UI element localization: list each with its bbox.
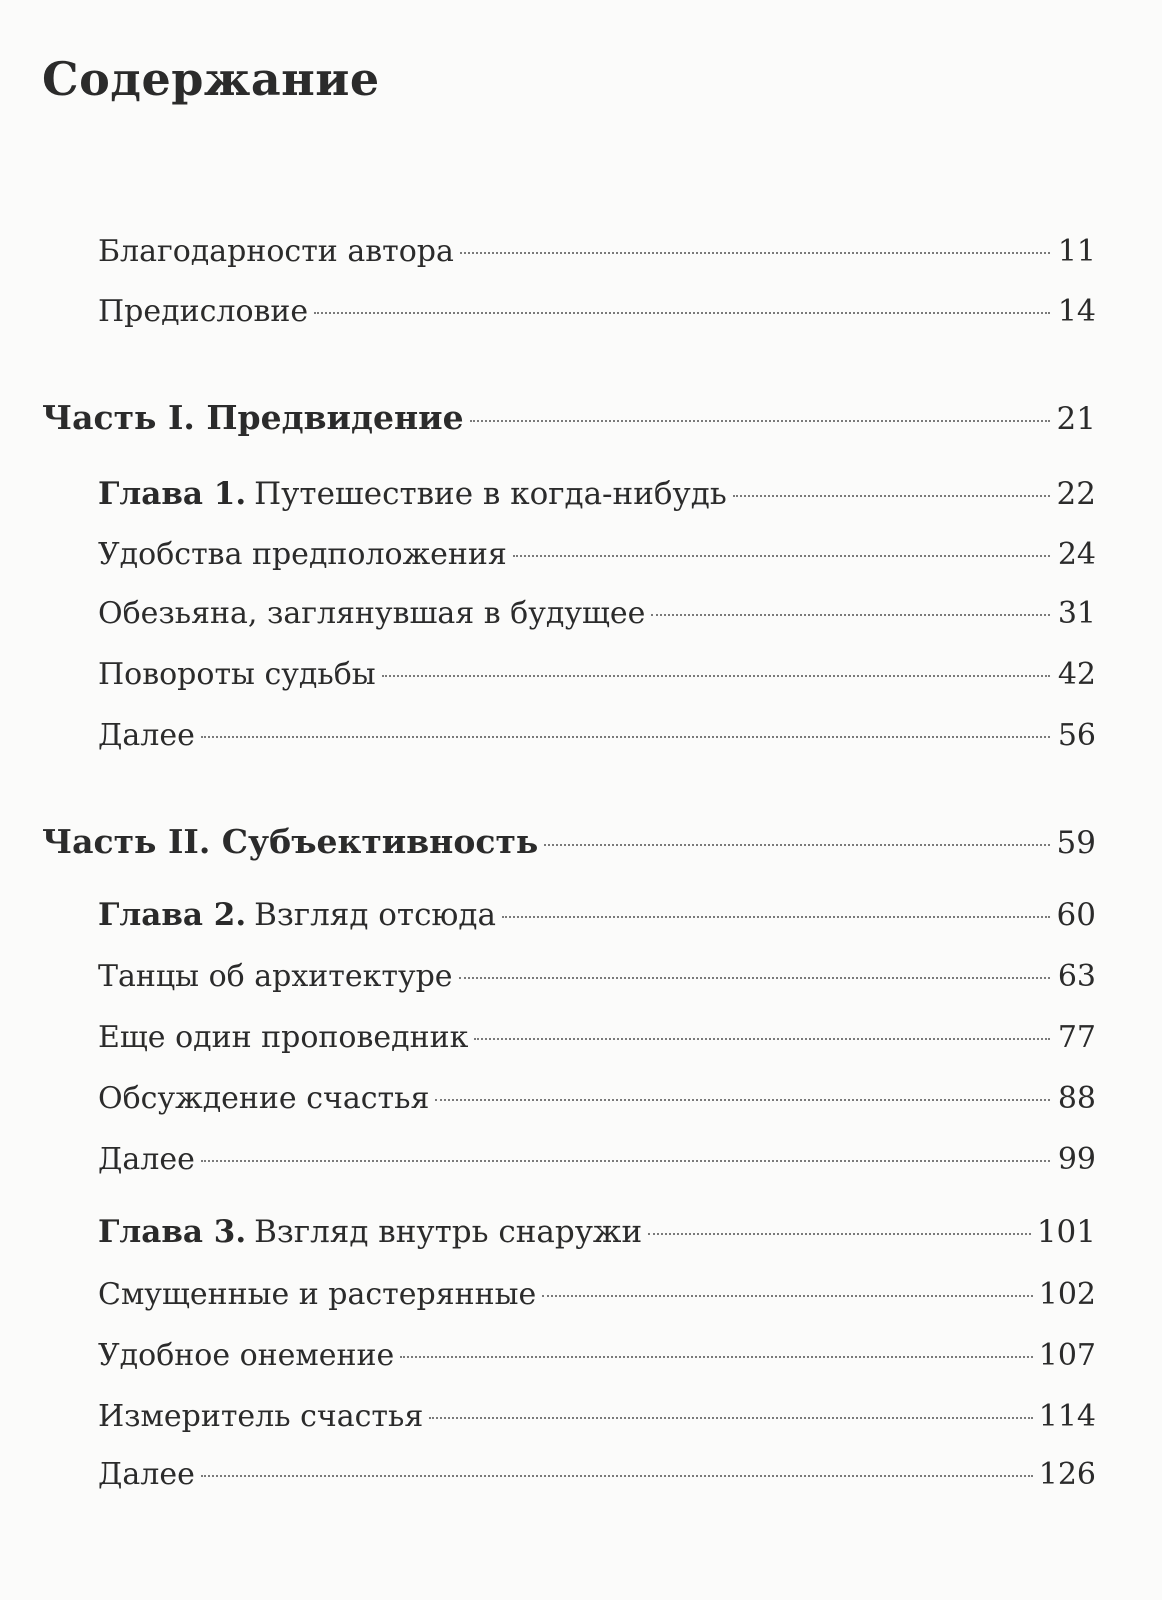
page-number: 126 (1038, 1457, 1096, 1492)
page-number: 60 (1056, 897, 1096, 933)
toc-entry-title: Танцы об архитектуре (98, 959, 453, 994)
page-number: 21 (1056, 401, 1096, 437)
toc-section-row (0, 957, 1096, 997)
toc-entry-title: Благодарности автора (98, 234, 454, 269)
toc-section-row (0, 594, 1096, 634)
chapter-number: Глава 2. (98, 897, 247, 933)
dot-leader (435, 1099, 1050, 1101)
toc-entry-title: Предисловие (98, 294, 309, 329)
dot-leader (651, 614, 1050, 616)
toc-entry-title: Обсуждение счастья (98, 1081, 430, 1116)
toc-entry-title: Далее (98, 718, 195, 753)
toc-chapter-row (0, 474, 1096, 514)
toc-entry-title: Удобства предположения (98, 537, 507, 572)
page-title: Содержание (42, 52, 380, 106)
dot-leader (201, 736, 1050, 738)
toc-entry-title: Измеритель счастья (98, 1399, 424, 1434)
dot-leader (429, 1417, 1032, 1419)
toc-entry-title: Еще один проповедник (98, 1020, 469, 1055)
toc-section-row (0, 655, 1096, 695)
dot-leader (502, 916, 1050, 918)
dot-leader (474, 1038, 1050, 1040)
dot-leader (459, 977, 1050, 979)
toc-entry-title: Часть II. Субъективность (42, 822, 539, 861)
toc-entry-title: Удобное онемение (98, 1338, 395, 1373)
page-number: 42 (1057, 657, 1096, 692)
toc-entry-title: Взгляд отсюда (254, 897, 496, 933)
toc-entry-title: Повороты судьбы (98, 657, 376, 692)
page-number: 99 (1057, 1142, 1096, 1177)
chapter-number: Глава 1. (98, 476, 247, 512)
toc-entry-title: Путешествие в когда-нибудь (254, 476, 727, 512)
toc-section-row (0, 232, 1096, 272)
toc-entry-title: Часть I. Предвидение (42, 398, 464, 437)
page-number: 56 (1057, 718, 1096, 753)
dot-leader (648, 1233, 1031, 1235)
dot-leader (542, 1295, 1032, 1297)
page-number: 107 (1038, 1338, 1096, 1373)
page-number: 102 (1038, 1277, 1096, 1312)
toc-section-row (0, 292, 1096, 332)
toc-section-row (0, 1275, 1096, 1315)
toc-entry-title: Смущенные и растерянные (98, 1277, 537, 1312)
toc-chapter-row (0, 895, 1096, 935)
page-number: 77 (1057, 1020, 1096, 1055)
dot-leader (400, 1356, 1032, 1358)
page-number: 24 (1057, 537, 1096, 572)
toc-entry-title: Обезьяна, заглянувшая в будущее (98, 596, 646, 631)
dot-leader (314, 312, 1050, 314)
page-number: 101 (1036, 1214, 1096, 1250)
toc-entry-title: Далее (98, 1457, 195, 1492)
chapter-number: Глава 3. (98, 1214, 247, 1250)
dot-leader (460, 252, 1050, 254)
page-number: 14 (1057, 294, 1096, 329)
toc-section-row (0, 716, 1096, 756)
page-number: 59 (1056, 825, 1096, 861)
toc-section-row (0, 535, 1096, 575)
dot-leader (733, 495, 1050, 497)
page-number: 88 (1057, 1081, 1096, 1116)
dot-leader (513, 555, 1050, 557)
toc-section-row (0, 1455, 1096, 1495)
toc-part-row (0, 398, 1096, 438)
toc-section-row (0, 1018, 1096, 1058)
dot-leader (544, 844, 1050, 846)
toc-section-row (0, 1140, 1096, 1180)
toc-entry-title: Взгляд внутрь снаружи (254, 1214, 643, 1250)
dot-leader (470, 420, 1050, 422)
toc-section-row (0, 1336, 1096, 1376)
toc-part-row (0, 822, 1096, 862)
page-number: 31 (1057, 596, 1096, 631)
dot-leader (201, 1475, 1033, 1477)
dot-leader (382, 675, 1050, 677)
toc-entry-title: Далее (98, 1142, 195, 1177)
page-number: 22 (1056, 476, 1096, 512)
toc-chapter-row (0, 1212, 1096, 1252)
page-number: 63 (1057, 959, 1096, 994)
toc-section-row (0, 1397, 1096, 1437)
page-number: 114 (1038, 1399, 1096, 1434)
toc-section-row (0, 1079, 1096, 1119)
page-number: 11 (1057, 234, 1096, 269)
dot-leader (201, 1160, 1050, 1162)
